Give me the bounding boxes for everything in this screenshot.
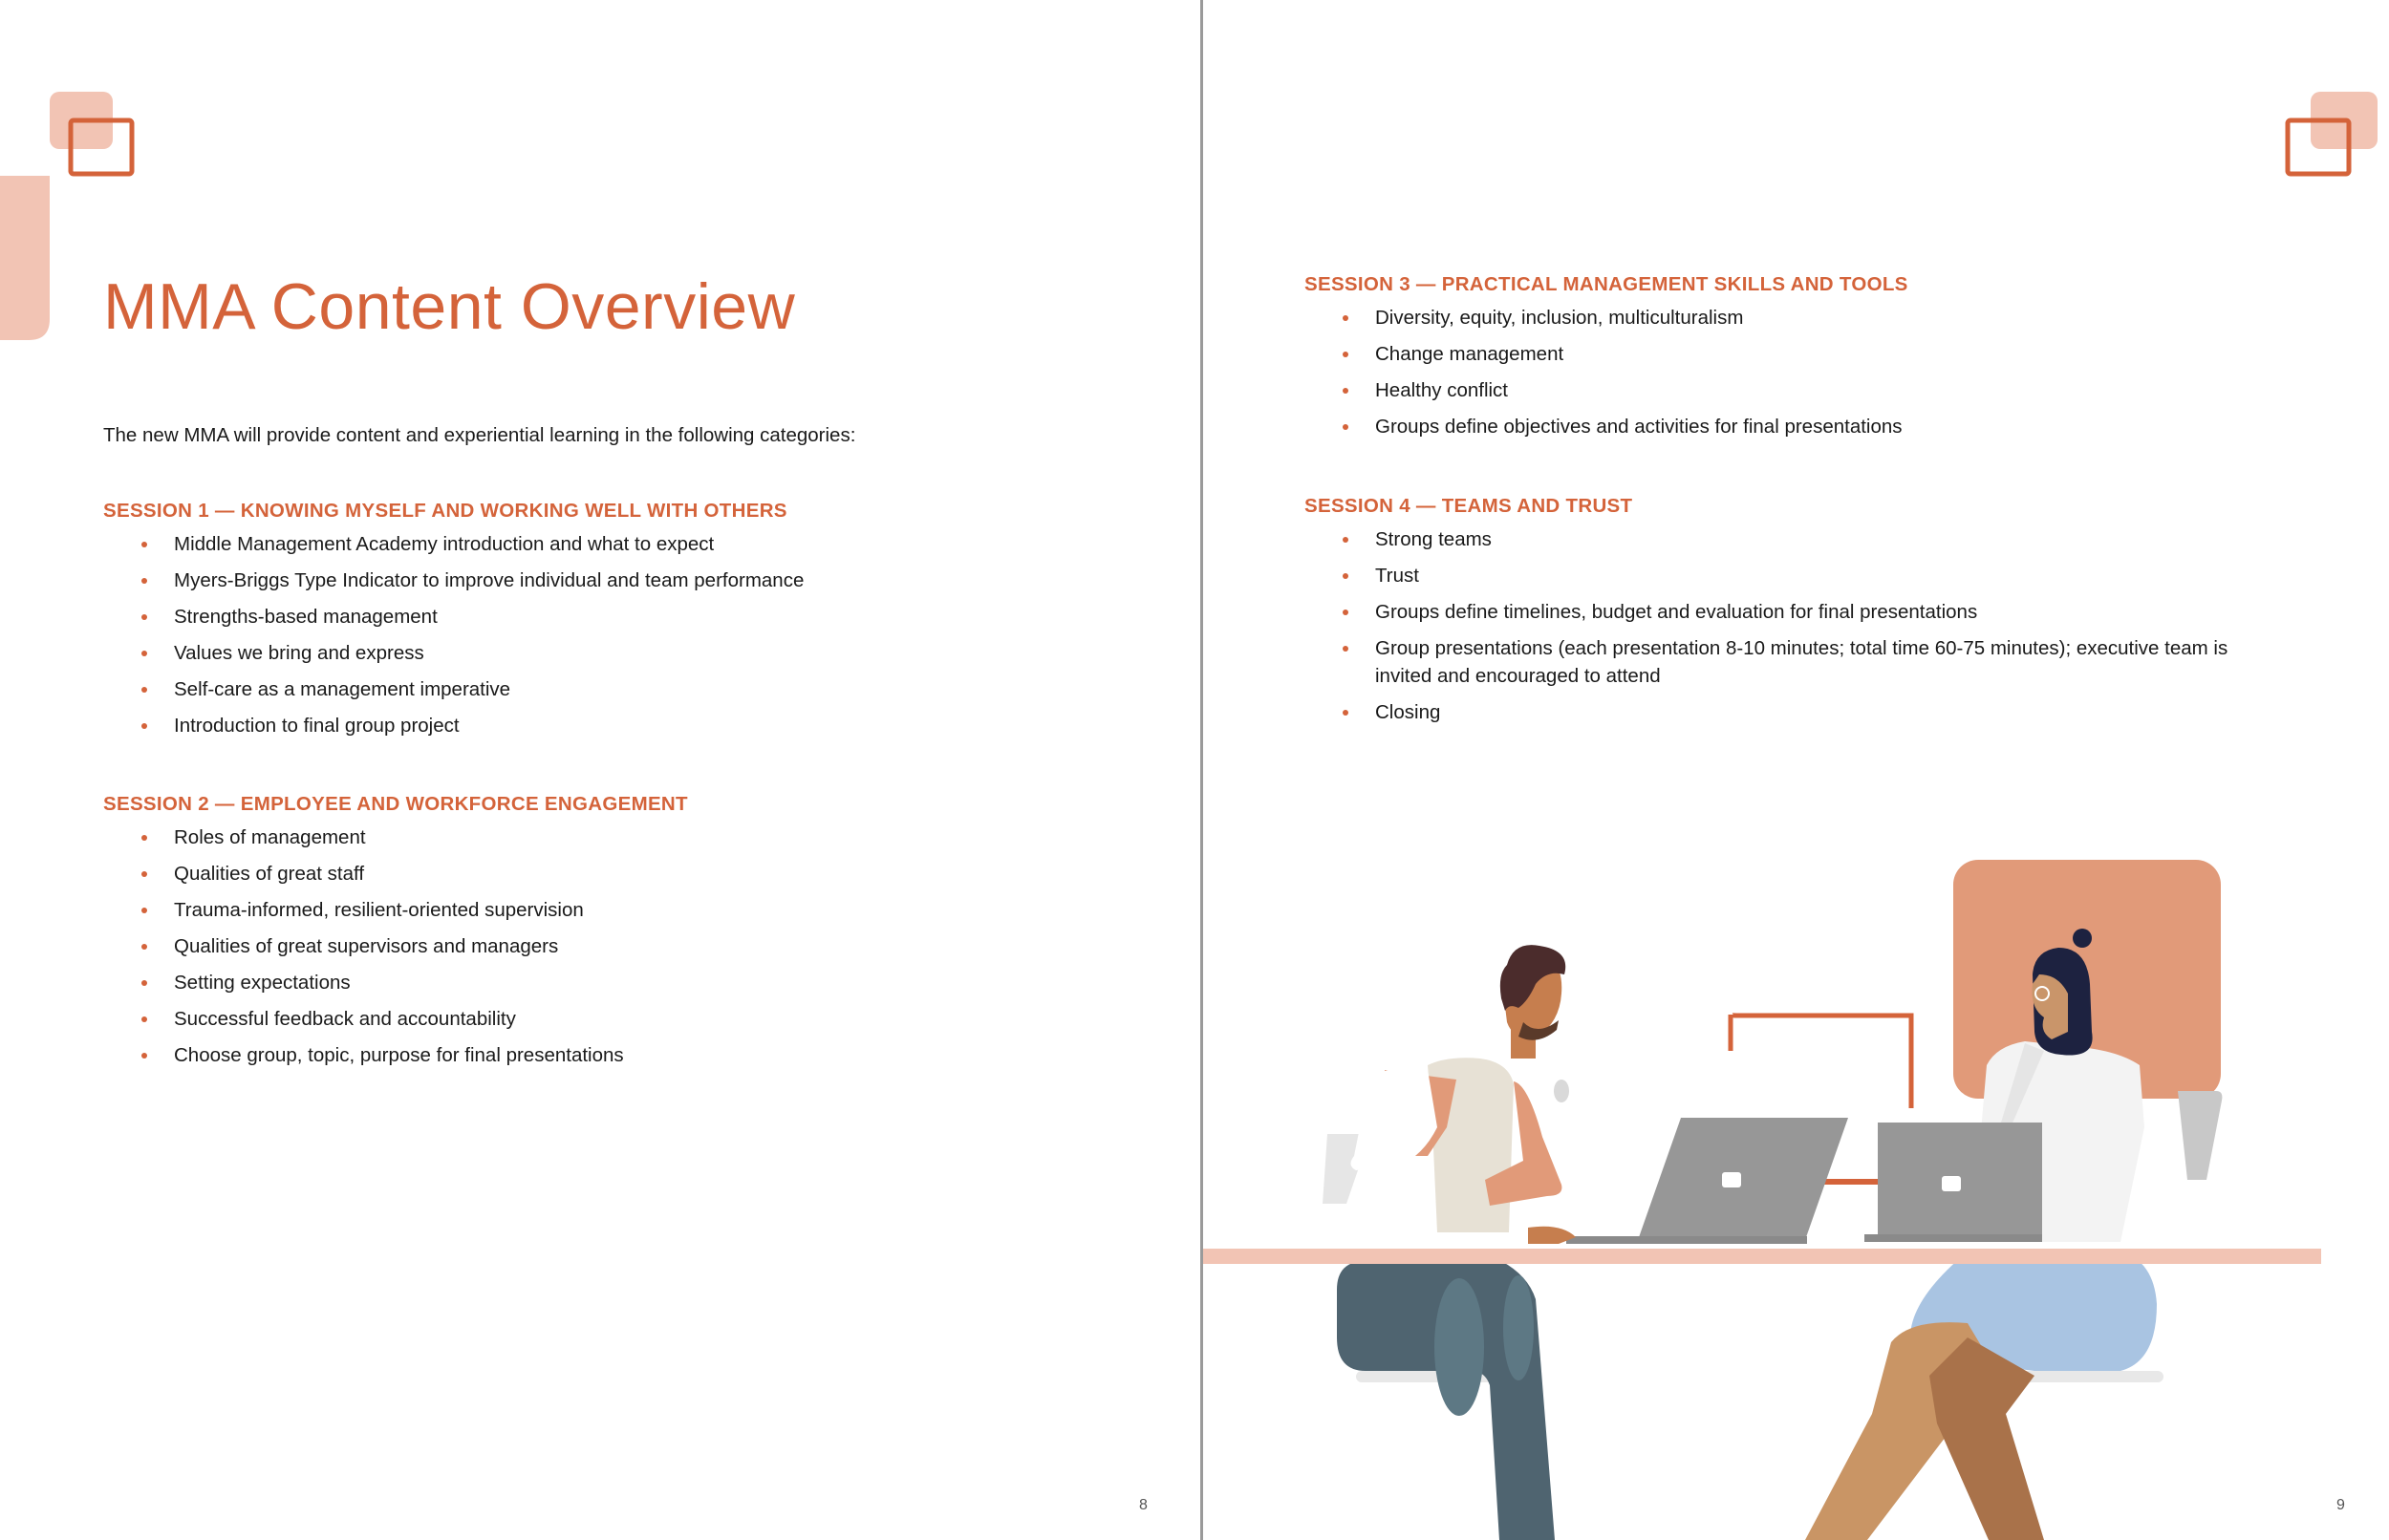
list-item: Choose group, topic, purpose for final presentations [103,1041,1107,1069]
page-title: MMA Content Overview [103,270,796,343]
session-2-list [103,823,1107,1069]
list-item: Middle Management Academy introduction and what to expect [103,530,1107,558]
corner-square-decoration-icon [38,86,143,182]
intro-text: The new MMA will provide content and experiential learning in the following categories: [103,424,856,446]
session-2-section [103,793,1107,1078]
list-item: Trust [1304,562,2260,589]
session-1-list [103,530,1107,739]
list-item: Healthy conflict [1304,376,2308,404]
session-3-section [1304,273,2308,449]
session-4-list [1304,525,2260,726]
two-people-at-desk-illustration [1203,841,2389,1540]
session-3-heading: SESSION 3 — PRACTICAL MANAGEMENT SKILLS AND TOOLS [1304,273,1908,295]
list-item: Qualities of great supervisors and managers [103,932,1107,960]
list-item: Setting expectations [103,969,1107,996]
list-item: Trauma-informed, resilient-oriented supervision [103,896,1107,924]
list-item: Self-care as a management imperative [103,675,1107,703]
side-tab-decoration-icon [0,176,54,344]
session-4-heading: SESSION 4 — TEAMS AND TRUST [1304,495,1633,517]
list-item: Diversity, equity, inclusion, multiculturalism [1304,304,2308,332]
list-item: Introduction to final group project [103,712,1107,739]
page-number: 9 [2336,1497,2345,1513]
list-item: Roles of management [103,823,1107,851]
list-item: Strengths-based management [103,603,1107,631]
list-item: Groups define timelines, budget and evaluation for final presentations [1304,598,2260,626]
session-3-list [1304,304,2308,440]
session-4-section [1304,495,2260,735]
list-item: Group presentations (each presentation 8-10 minutes; total time 60-75 minutes); executive team is invited and encouraged to attend [1304,634,2260,690]
list-item: Strong teams [1304,525,2260,553]
right-page [1203,0,2389,1540]
list-item: Groups define objectives and activities for final presentations [1304,413,2308,440]
list-item: Successful feedback and accountability [103,1005,1107,1033]
session-1-heading: SESSION 1 — KNOWING MYSELF AND WORKING WELL WITH OTHERS [103,500,787,522]
page-number: 8 [1139,1497,1148,1513]
session-1-section [103,500,1107,748]
list-item: Change management [1304,340,2308,368]
list-item: Qualities of great staff [103,860,1107,888]
list-item: Myers-Briggs Type Indicator to improve individual and team performance [103,567,1107,594]
corner-square-decoration-icon [2284,86,2389,182]
list-item: Closing [1304,698,2260,726]
list-item: Values we bring and express [103,639,1107,667]
session-2-heading: SESSION 2 — EMPLOYEE AND WORKFORCE ENGAGEMENT [103,793,688,815]
